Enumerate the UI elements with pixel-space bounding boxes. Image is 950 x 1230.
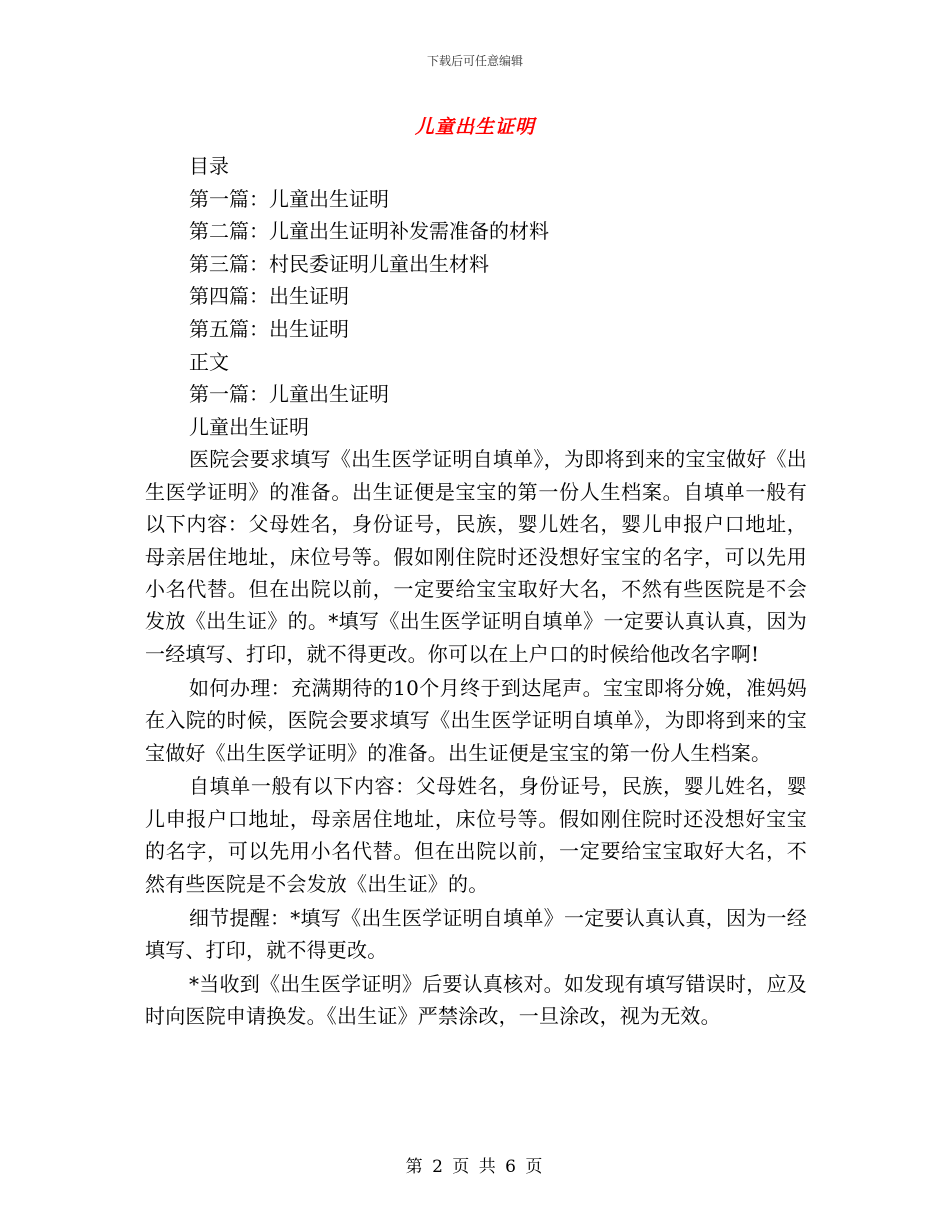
toc-item-1: 第一篇：儿童出生证明 [189, 186, 389, 211]
body-heading: 正文 [189, 349, 229, 374]
paragraph-1: 医院会要求填写《出生医学证明自填单》，为即将到来的宝宝做好《出生医学证明》的准备。出生证便是宝宝的第一份人生档案。自填单一般有以下内容：父母姓名，身份证号，民族，婴儿姓名，婴儿申报户口地址，母亲居住地址，床位号等。假如刚住院时还没想好宝宝的名字，可以先用小名代替。但在出院以前，一定要给宝宝取好大名，不然有些医院是不会发放《出生证》的。*填写《出生医学证明自填单》一定要认真认真，因为一经填写、打印，就不得更改。你可以在上户口的时候给他改名字啊! [145, 447, 807, 666]
paragraph-5: *当收到《出生医学证明》后要认真核对。如发现有填写错误时，应及时向医院申请换发。《出生证》严禁涂改，一旦涂改，视为无效。 [145, 971, 807, 1029]
header-note: 下载后可任意编辑 [426, 54, 523, 68]
toc-item-3: 第三篇：村民委证明儿童出生材料 [189, 251, 489, 276]
toc-heading: 目录 [189, 154, 229, 178]
toc-item-4: 第四篇：出生证明 [189, 284, 349, 309]
paragraph-4: 细节提醒：*填写《出生医学证明自填单》一定要认真认真，因为一经填写、打印，就不得更改。 [145, 905, 807, 962]
document-body [145, 150, 807, 1034]
page-number: 第 2 页 共 6 页 [405, 1157, 545, 1177]
paragraph-2: 如何办理：充满期待的10个月终于到达尾声。宝宝即将分娩，准妈妈在入院的时候，医院会要求填写《出生医学证明自填单》，为即将到来的宝宝做好《出生医学证明》的准备。出生证便是宝宝的第一份人生档案。 [145, 675, 807, 765]
document-title: 儿童出生证明 [414, 116, 535, 138]
section-subtitle: 儿童出生证明 [189, 414, 309, 439]
section-heading: 第一篇：儿童出生证明 [189, 382, 389, 407]
toc-item-2: 第二篇：儿童出生证明补发需准备的材料 [189, 219, 549, 244]
paragraph-3: 自填单一般有以下内容：父母姓名，身份证号，民族，婴儿姓名，婴儿申报户口地址，母亲居住地址，床位号等。假如刚住院时还没想好宝宝的名字，可以先用小名代替。但在出院以前，一定要给宝宝取好大名，不然有些医院是不会发放《出生证》的。 [145, 774, 807, 896]
toc-item-5: 第五篇：出生证明 [189, 316, 349, 341]
